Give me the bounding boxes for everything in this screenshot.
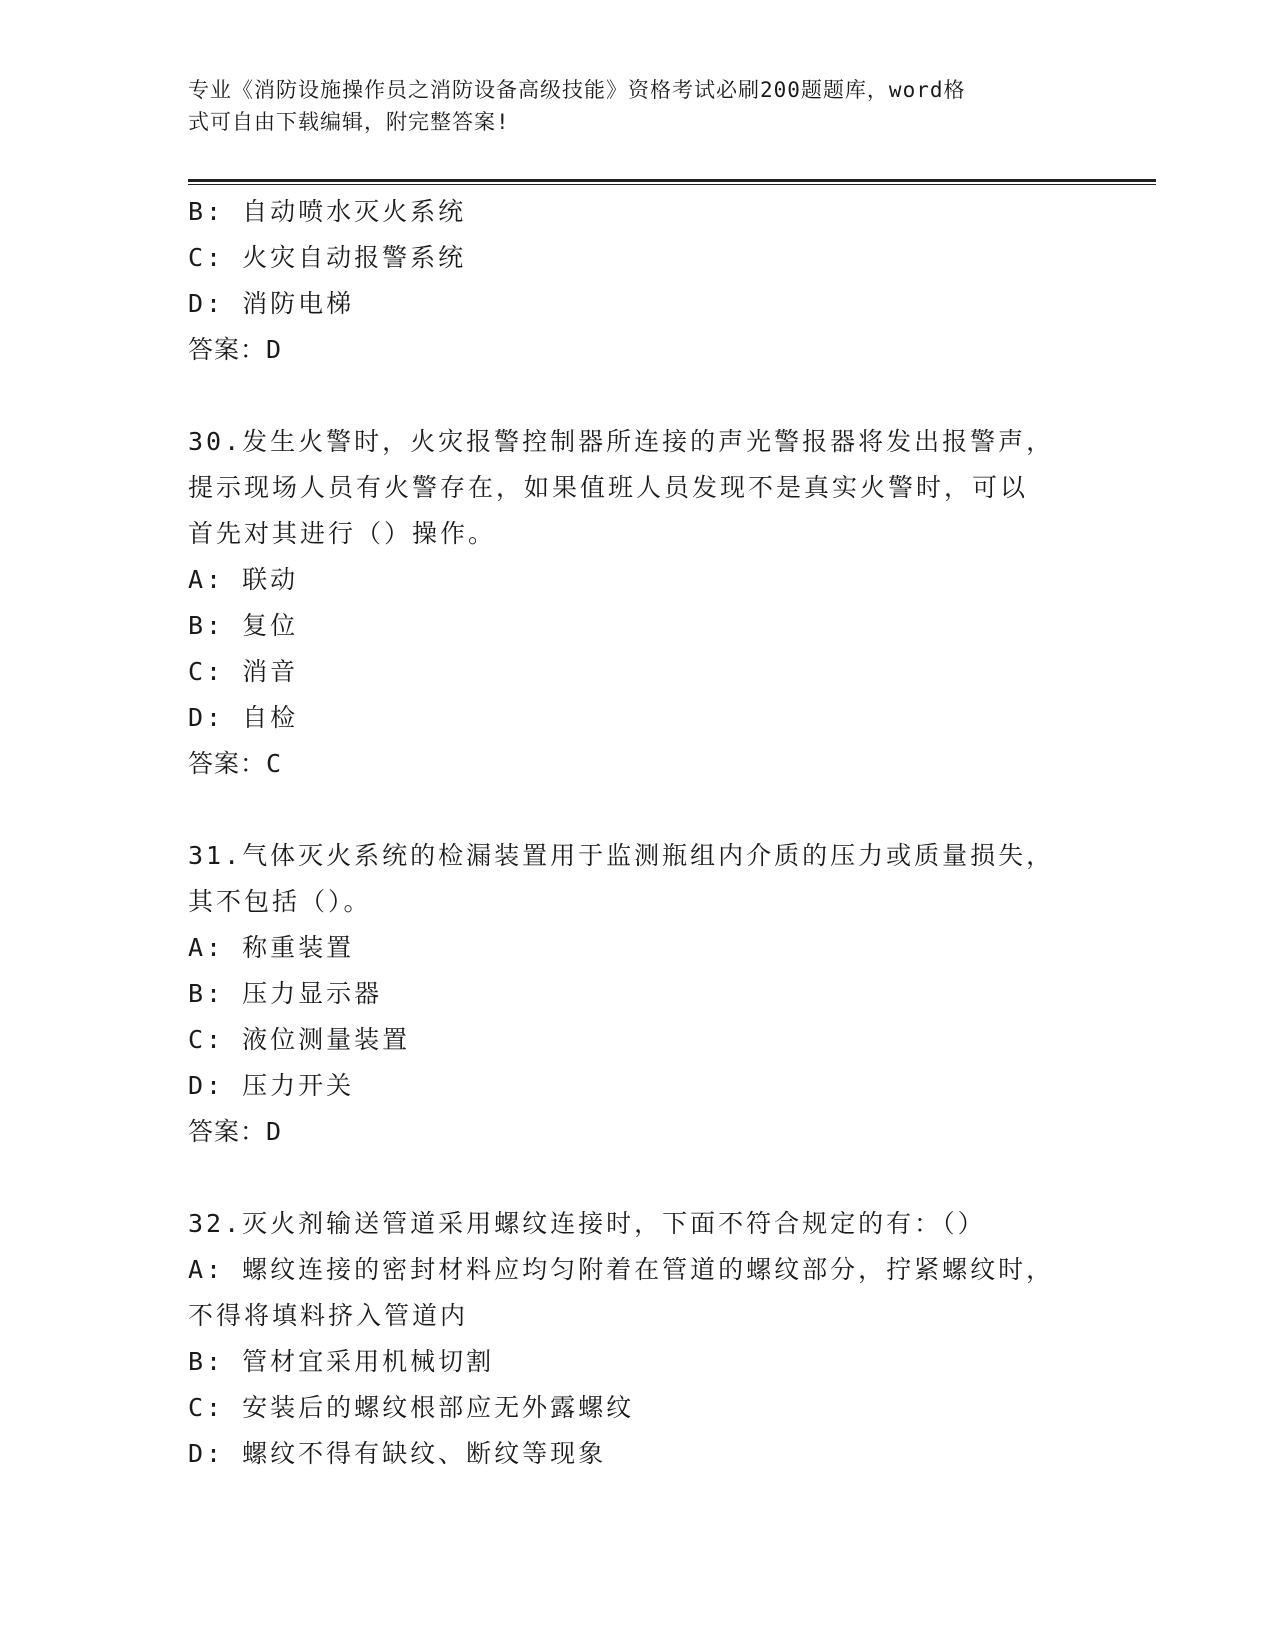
question-32 bbox=[188, 1201, 1068, 1477]
question-list bbox=[188, 189, 1068, 1477]
option-c: C: 火灾自动报警系统 bbox=[188, 243, 467, 272]
question-stem-line: 首先对其进行（）操作。 bbox=[188, 519, 497, 548]
answer-label: 答案：D bbox=[188, 1117, 283, 1146]
option-d: D: 自检 bbox=[188, 703, 299, 732]
option-b: B: 自动喷水灭火系统 bbox=[188, 197, 467, 226]
header-line-2: 式可自由下载编辑，附完整答案! bbox=[188, 110, 510, 134]
question-29-tail bbox=[188, 189, 1068, 373]
spacer bbox=[188, 373, 1068, 419]
answer-label: 答案：D bbox=[188, 335, 283, 364]
header-divider-thin bbox=[188, 184, 1156, 185]
question-30 bbox=[188, 419, 1068, 787]
option-b: B: 压力显示器 bbox=[188, 979, 383, 1008]
header-line-1: 专业《消防设施操作员之消防设备高级技能》资格考试必刷200题题库，word格 bbox=[188, 78, 966, 102]
question-stem-line: 30.发生火警时，火灾报警控制器所连接的声光警报器将发出报警声， bbox=[188, 427, 1055, 456]
question-stem-line: 其不包括（）。 bbox=[188, 887, 372, 916]
option-a: A: 螺纹连接的密封材料应均匀附着在管道的螺纹部分，拧紧螺纹时， bbox=[188, 1255, 1055, 1284]
answer-label: 答案：C bbox=[188, 749, 283, 778]
option-d: D: 消防电梯 bbox=[188, 289, 355, 318]
question-31 bbox=[188, 833, 1068, 1155]
question-stem-line: 31.气体灭火系统的检漏装置用于监测瓶组内介质的压力或质量损失， bbox=[188, 841, 1055, 870]
document-header bbox=[188, 74, 1068, 138]
option-c: C: 液位测量装置 bbox=[188, 1025, 411, 1054]
option-c: C: 安装后的螺纹根部应无外露螺纹 bbox=[188, 1393, 635, 1422]
question-stem-line: 提示现场人员有火警存在，如果值班人员发现不是真实火警时，可以 bbox=[188, 473, 1029, 502]
option-b: B: 管材宜采用机械切割 bbox=[188, 1347, 495, 1376]
header-divider-thick bbox=[188, 179, 1156, 182]
option-a-continuation: 不得将填料挤入管道内 bbox=[188, 1301, 469, 1330]
option-c: C: 消音 bbox=[188, 657, 299, 686]
option-a: A: 称重装置 bbox=[188, 933, 355, 962]
option-a: A: 联动 bbox=[188, 565, 299, 594]
spacer bbox=[188, 1155, 1068, 1201]
spacer bbox=[188, 787, 1068, 833]
option-d: D: 压力开关 bbox=[188, 1071, 355, 1100]
question-stem-line: 32.灭火剂输送管道采用螺纹连接时，下面不符合规定的有：（） bbox=[188, 1209, 986, 1238]
option-d: D: 螺纹不得有缺纹、断纹等现象 bbox=[188, 1439, 607, 1468]
option-b: B: 复位 bbox=[188, 611, 299, 640]
